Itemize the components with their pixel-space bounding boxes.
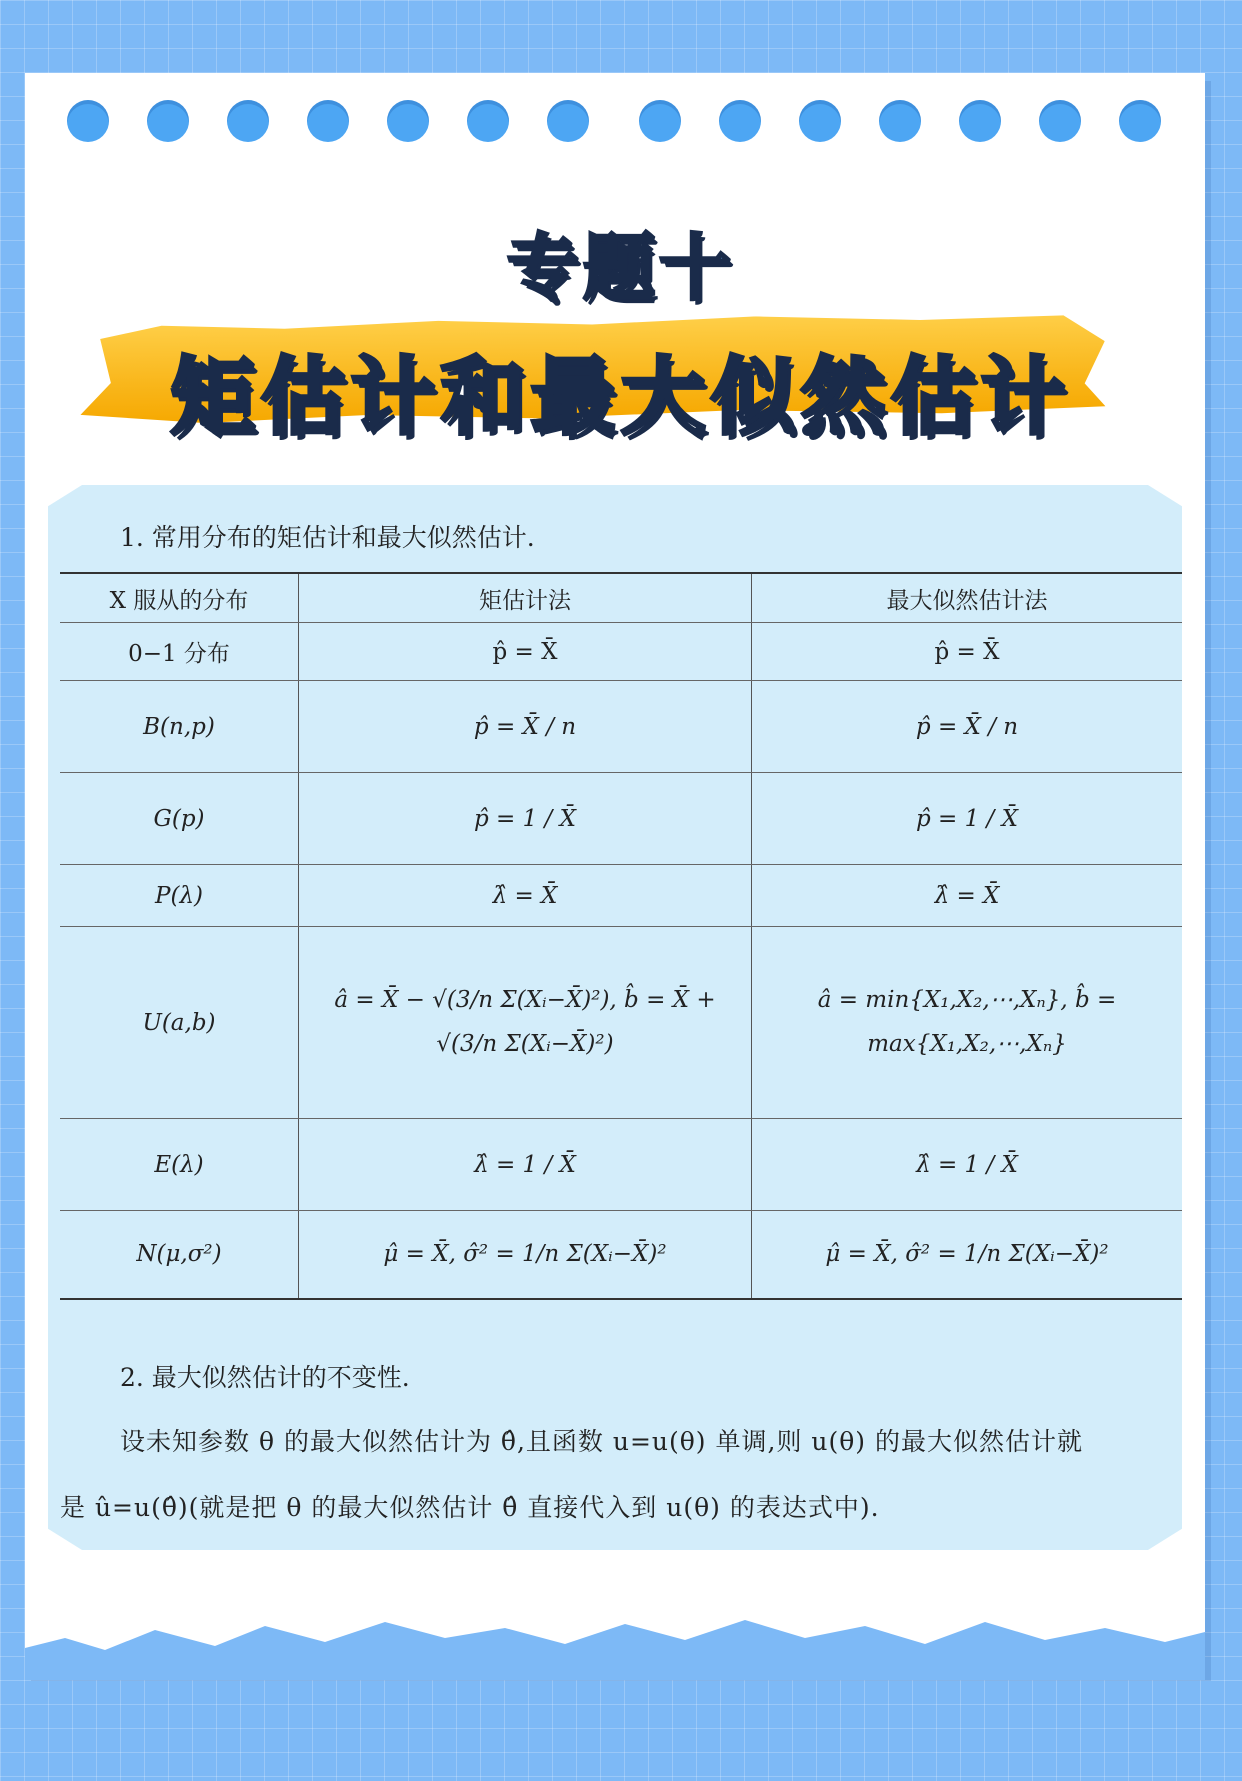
binder-hole: [1039, 100, 1081, 142]
moment-cell: λ̂ = X̄: [299, 865, 752, 927]
section-1-heading: 1. 常用分布的矩估计和最大似然估计.: [120, 523, 535, 552]
moment-cell: p̂ = 1 / X̄: [299, 773, 752, 865]
binder-hole: [227, 100, 269, 142]
table-row: [60, 773, 1182, 865]
moment-cell: p̂ = X̄ / n: [299, 681, 752, 773]
moment-cell: p̂ = X̄: [299, 623, 752, 681]
moment-cell: λ̂ = 1 / X̄: [299, 1119, 752, 1211]
binder-holes: [25, 100, 1205, 144]
mle-cell: μ̂ = X̄, σ̂² = 1/n Σ(Xᵢ−X̄)²: [752, 1211, 1183, 1299]
binder-hole: [1119, 100, 1161, 142]
dist-cell: 0−1 分布: [60, 623, 299, 681]
mle-cell: p̂ = X̄: [752, 623, 1183, 681]
binder-hole: [959, 100, 1001, 142]
moment-cell: â = X̄ − √(3/n Σ(Xᵢ−X̄)²), b̂ = X̄ + √(3/n Σ(Xᵢ−X̄)²): [299, 927, 752, 1119]
mle-cell: λ̂ = 1 / X̄: [752, 1119, 1183, 1211]
header-mle: 最大似然估计法: [752, 573, 1183, 623]
binder-hole: [387, 100, 429, 142]
binder-hole: [639, 100, 681, 142]
main-title: 矩估计和最大似然估计: [170, 348, 1071, 446]
torn-edge: [25, 1608, 1205, 1680]
section-2-text-line-1: 设未知参数 θ 的最大似然估计为 θ̂,且函数 u=u(θ) 单调,则 u(θ) 的最大似然估计就: [120, 1427, 1083, 1456]
section-2-heading: 2. 最大似然估计的不变性.: [120, 1363, 410, 1392]
table-row: [60, 865, 1182, 927]
header-moment: 矩估计法: [299, 573, 752, 623]
table-row: [60, 927, 1182, 1119]
binder-hole: [879, 100, 921, 142]
moment-cell: μ̂ = X̄, σ̂² = 1/n Σ(Xᵢ−X̄)²: [299, 1211, 752, 1299]
binder-hole: [67, 100, 109, 142]
mle-cell: p̂ = 1 / X̄: [752, 773, 1183, 865]
dist-cell: E(λ): [60, 1119, 299, 1211]
table-row: [60, 681, 1182, 773]
binder-hole: [799, 100, 841, 142]
mle-cell: â = min{X₁,X₂,⋯,Xₙ}, b̂ = max{X₁,X₂,⋯,Xₙ}: [752, 927, 1183, 1119]
binder-hole: [147, 100, 189, 142]
binder-hole: [547, 100, 589, 142]
topic-number-title: 专题十: [506, 226, 735, 310]
dist-cell: B(n,p): [60, 681, 299, 773]
mle-cell: λ̂ = X̄: [752, 865, 1183, 927]
binder-hole: [467, 100, 509, 142]
binder-hole: [719, 100, 761, 142]
binder-hole: [307, 100, 349, 142]
dist-cell: N(μ,σ²): [60, 1211, 299, 1299]
mle-cell: p̂ = X̄ / n: [752, 681, 1183, 773]
dist-cell: U(a,b): [60, 927, 299, 1119]
table-row: [60, 623, 1182, 681]
table-row: [60, 1211, 1182, 1299]
distribution-table: [60, 572, 1182, 1300]
section-2-text-line-2: 是 û=u(θ̂)(就是把 θ 的最大似然估计 θ̂ 直接代入到 u(θ) 的表达式中).: [60, 1493, 880, 1522]
dist-cell: P(λ): [60, 865, 299, 927]
dist-cell: G(p): [60, 773, 299, 865]
table-row: [60, 1119, 1182, 1211]
header-distribution: X 服从的分布: [60, 573, 299, 623]
